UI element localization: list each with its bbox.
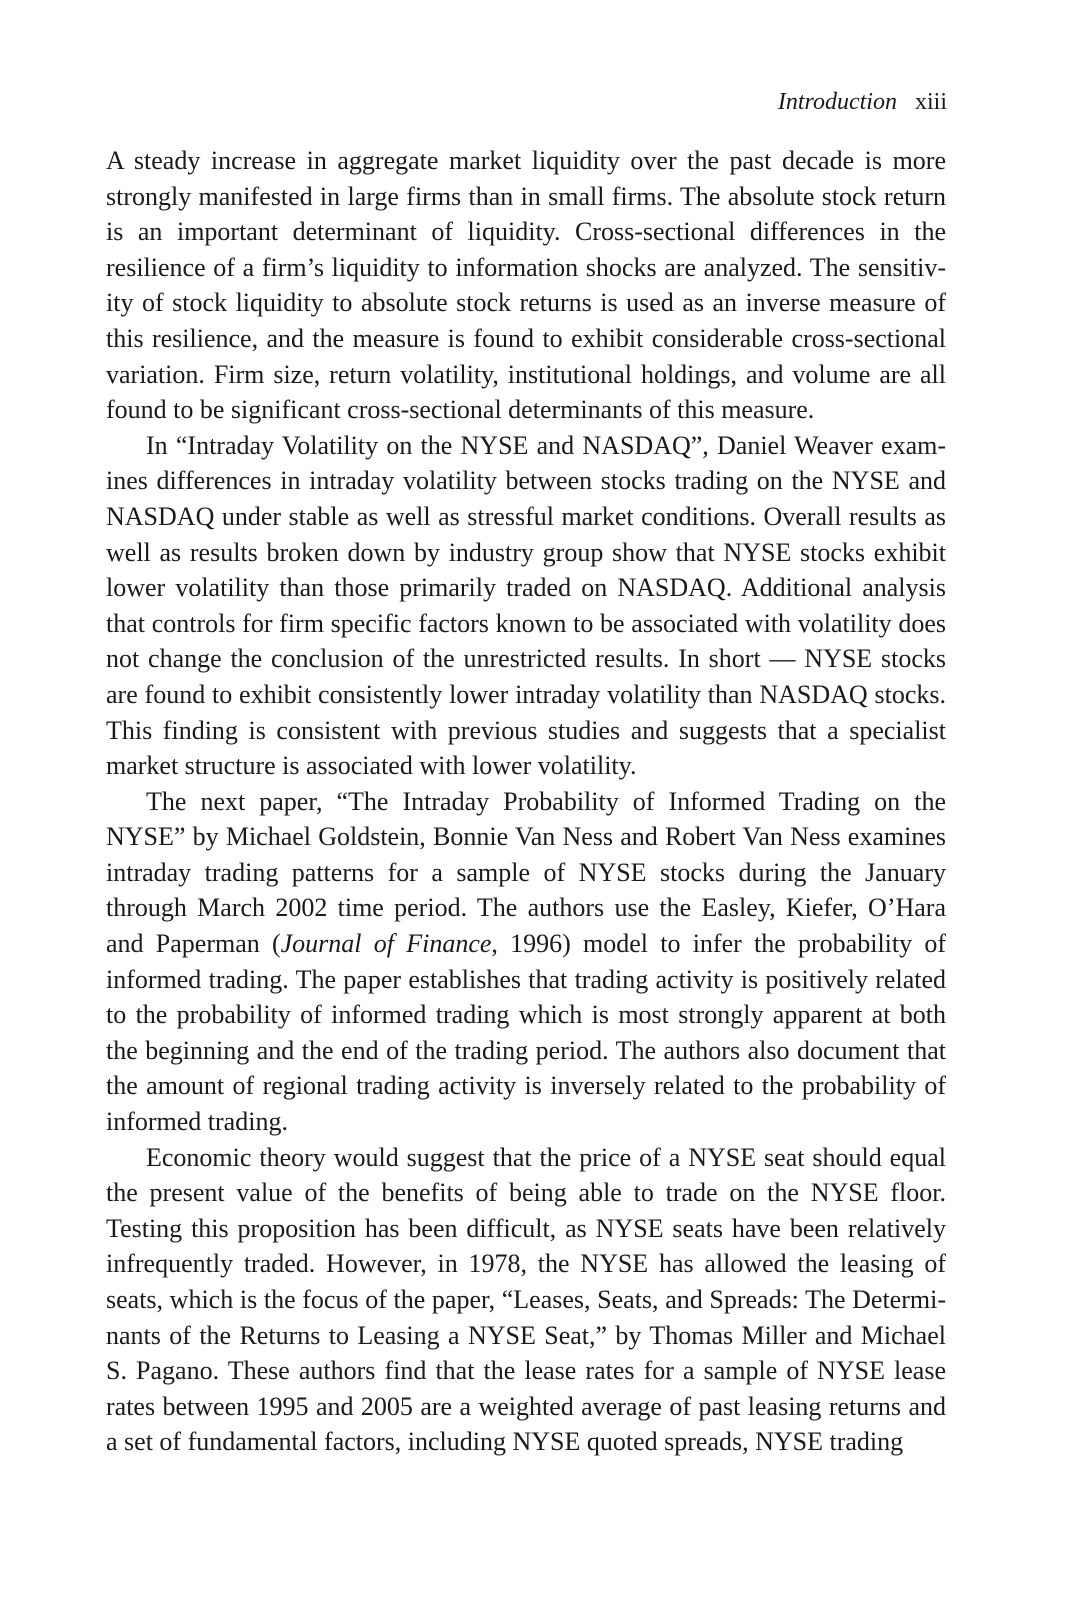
paragraph-3-text-before: The next paper, “The Intraday Probability of Informed Trading on the NYSE” by Michael Goldstein, Bonnie Van Ness and Robert Van Ness examines intraday trading patterns for a sample of NYSE stocks during the January through March 2002 time period. The authors use the Easley, Kiefer, O’Hara and Paperman ( <box>106 786 946 959</box>
paragraph-3 <box>106 784 946 1140</box>
body-text <box>106 143 946 1460</box>
paragraph-4: Economic theory would suggest that the price of a NYSE seat should equal the present value of the benefits of being able to trade on the NYSE floor. Testing this proposition has been difficult, as NYSE seats have been relatively infrequently traded. However, in 1978, the NYSE has allowed the leasing of seats, which is the focus of the paper, “Leases, Seats, and Spreads: The Determinants of the Returns to Leasing a NYSE Seat,” by Thomas Miller and Michael S. Pagano. These authors find that the lease rates for a sample of NYSE lease rates between 1995 and 2005 are a weighted average of past leasing returns and a set of fundamental factors, including NYSE quoted spreads, NYSE trading <box>106 1142 946 1457</box>
page-number: xiii <box>914 89 947 115</box>
journal-title: Journal of Finance <box>280 929 492 959</box>
paragraph-1: A steady increase in aggregate market liquidity over the past decade is more strongly manifested in large firms than in small firms. The absolute stock return is an important determinant of liquidity. Cross-sectional differences in the resilience of a firm’s liquidity to information shocks are analyzed. The sensitivity of stock liquidity to absolute stock returns is used as an inverse measure of this resilience, and the measure is found to exhibit considerable cross-sectional variation. Firm size, return volatility, institutional holdings, and volume are all found to be significant cross-sectional determinants of this measure. <box>106 146 946 425</box>
paragraph-2: In “Intraday Volatility on the NYSE and NASDAQ”, Daniel Weaver examines differences in intraday volatility between stocks trading on the NYSE and NASDAQ under stable as well as stressful market conditions. Overall results as well as results broken down by industry group show that NYSE stocks exhibit lower volatility than those primarily traded on NASDAQ. Additional analysis that controls for firm specific factors known to be associated with volatility does not change the conclusion of the unrestricted results. In short — NYSE stocks are found to exhibit consistently lower intraday volatility than NASDAQ stocks. This finding is consistent with previous studies and suggests that a specialist market structure is associated with lower volatility. <box>106 430 946 781</box>
running-head-section-title: Introduction <box>777 89 897 115</box>
running-head <box>778 86 947 118</box>
paragraph-3-text-after: , 1996) model to infer the probability of informed trading. The paper establishes that trading activity is positively related to the probability of informed trading which is most strongly apparent at both the beginning and the end of the trading period. The authors also document that the amount of regional trading activity is inversely related to the probability of informed trading. <box>106 929 947 1137</box>
